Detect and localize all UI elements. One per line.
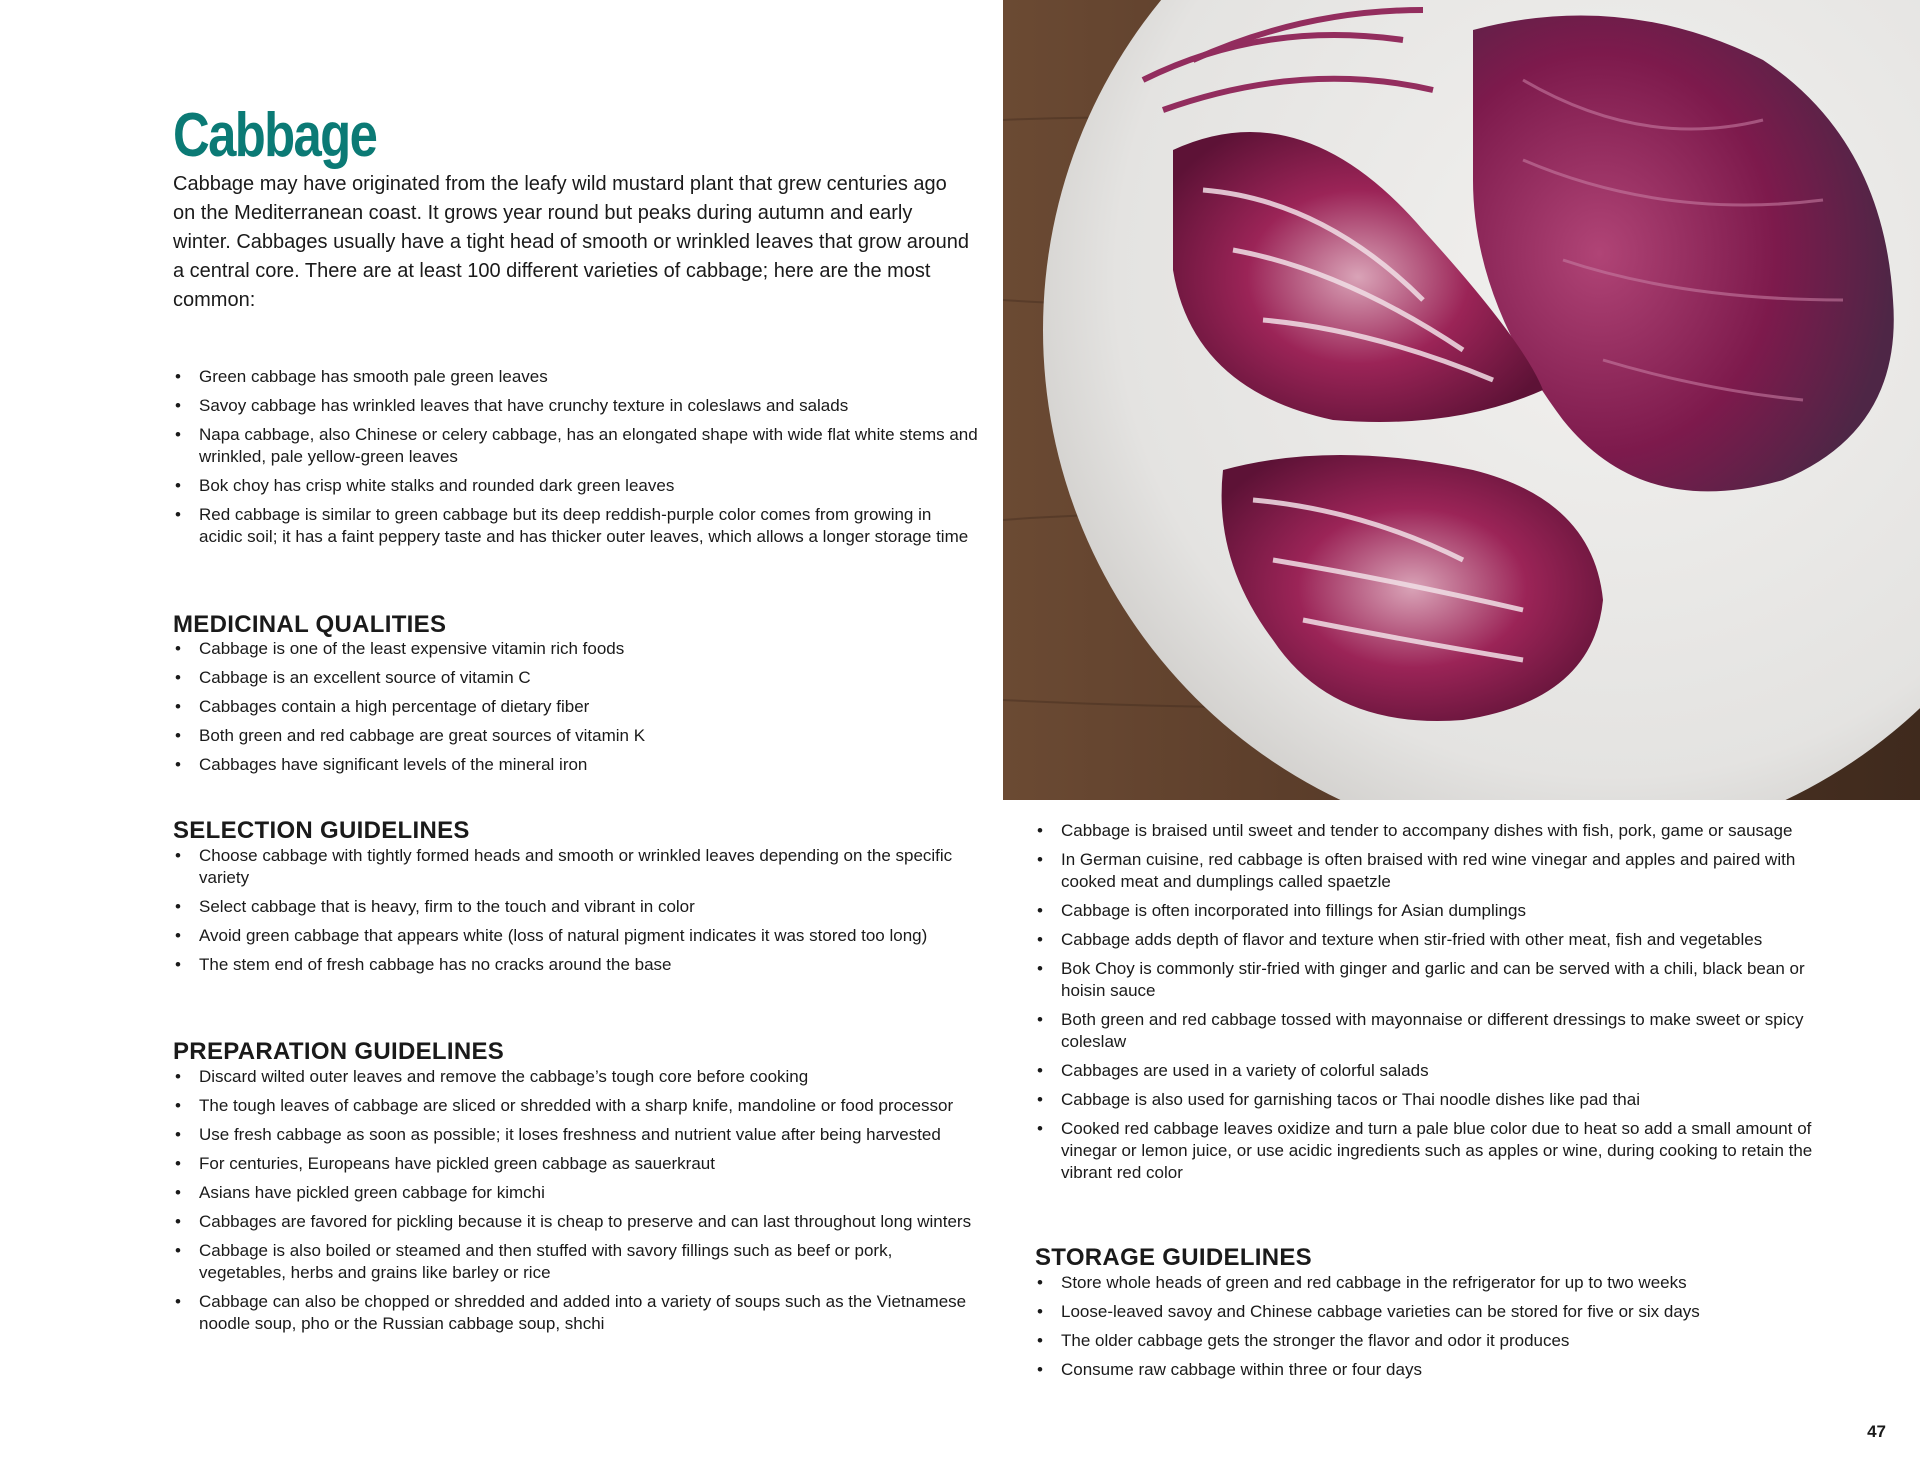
page-title: Cabbage — [173, 101, 377, 170]
varieties-list — [173, 366, 979, 555]
list-item: • Both green and red cabbage are great sources of vitamin K — [173, 725, 979, 747]
list-item: • Napa cabbage, also Chinese or celery cabbage, has an elongated shape with wide flat white stems and wrinkled, pale yellow-green leaves — [173, 424, 979, 468]
list-item: • Loose-leaved savoy and Chinese cabbage varieties can be stored for five or six days — [1035, 1301, 1835, 1323]
list-item: • Cabbages contain a high percentage of dietary fiber — [173, 696, 979, 718]
preparation-heading: PREPARATION GUIDELINES — [173, 1038, 505, 1065]
list-item: • Cabbages have significant levels of the mineral iron — [173, 754, 979, 776]
list-item: • Cooked red cabbage leaves oxidize and turn a pale blue color due to heat so add a small amount of vinegar or lemon juice, or use acidic ingredients such as apples or wine, during cooking to retain the vibrant red color — [1035, 1118, 1835, 1184]
list-item: • Use fresh cabbage as soon as possible; it loses freshness and nutrient value after being harvested — [173, 1124, 979, 1146]
list-item: • Choose cabbage with tightly formed heads and smooth or wrinkled leaves depending on the specific variety — [173, 845, 979, 889]
list-item: • Both green and red cabbage tossed with mayonnaise or different dressings to make sweet or spicy coleslaw — [1035, 1009, 1835, 1053]
preparation-list — [173, 1066, 979, 1342]
list-item: • Cabbages are used in a variety of colorful salads — [1035, 1060, 1835, 1082]
list-item: • Red cabbage is similar to green cabbage but its deep reddish-purple color comes from growing in acidic soil; it has a faint peppery taste and has thicker outer leaves, which allows a longer storage time — [173, 504, 979, 548]
medicinal-list — [173, 638, 979, 783]
list-item: • For centuries, Europeans have pickled green cabbage as sauerkraut — [173, 1153, 979, 1175]
intro-paragraph: Cabbage may have originated from the leafy wild mustard plant that grew centuries ago on the Mediterranean coast. It grows year round but peaks during autumn and early winter. Cabbages usually have a tight head of smooth or wrinkled leaves that grow around a central core. There are at least 100 different varieties of cabbage; here are the most common: — [173, 173, 970, 311]
list-item: • Cabbage is braised until sweet and tender to accompany dishes with fish, pork, game or sausage — [1035, 820, 1835, 842]
list-item: • Cabbages are favored for pickling because it is cheap to preserve and can last throughout long winters — [173, 1211, 979, 1233]
list-item: • The older cabbage gets the stronger the flavor and odor it produces — [1035, 1330, 1835, 1352]
list-item: • Cabbage is also used for garnishing tacos or Thai noodle dishes like pad thai — [1035, 1089, 1835, 1111]
list-item: • Avoid green cabbage that appears white (loss of natural pigment indicates it was stored too long) — [173, 925, 979, 947]
page-number: 47 — [1867, 1422, 1886, 1441]
list-item: • Cabbage can also be chopped or shredded and added into a variety of soups such as the Vietnamese noodle soup, pho or the Russian cabbage soup, shchi — [173, 1291, 979, 1335]
list-item: • Consume raw cabbage within three or four days — [1035, 1359, 1835, 1381]
list-item: • Bok Choy is commonly stir-fried with ginger and garlic and can be served with a chili, black bean or hoisin sauce — [1035, 958, 1835, 1002]
list-item: • The stem end of fresh cabbage has no cracks around the base — [173, 954, 979, 976]
list-item: • The tough leaves of cabbage are sliced or shredded with a sharp knife, mandoline or food processor — [173, 1095, 979, 1117]
list-item: • Green cabbage has smooth pale green leaves — [173, 366, 979, 388]
list-item: • Store whole heads of green and red cabbage in the refrigerator for up to two weeks — [1035, 1272, 1835, 1294]
list-item: • In German cuisine, red cabbage is often braised with red wine vinegar and apples and paired with cooked meat and dumplings called spaetzle — [1035, 849, 1835, 893]
list-item: • Asians have pickled green cabbage for kimchi — [173, 1182, 979, 1204]
storage-heading: STORAGE GUIDELINES — [1035, 1244, 1312, 1271]
list-item: • Cabbage adds depth of flavor and texture when stir-fried with other meat, fish and vegetables — [1035, 929, 1835, 951]
uses-list — [1035, 820, 1835, 1191]
list-item: • Cabbage is one of the least expensive vitamin rich foods — [173, 638, 979, 660]
list-item: • Discard wilted outer leaves and remove the cabbage’s tough core before cooking — [173, 1066, 979, 1088]
medicinal-heading: MEDICINAL QUALITIES — [173, 611, 447, 638]
list-item: • Savoy cabbage has wrinkled leaves that have crunchy texture in coleslaws and salads — [173, 395, 979, 417]
list-item: • Cabbage is often incorporated into fillings for Asian dumplings — [1035, 900, 1835, 922]
selection-list — [173, 845, 979, 983]
list-item: • Cabbage is also boiled or steamed and then stuffed with savory fillings such as beef or pork, vegetables, herbs and grains like barley or rice — [173, 1240, 979, 1284]
red-cabbage-photo — [1003, 0, 1920, 800]
selection-heading: SELECTION GUIDELINES — [173, 817, 470, 844]
storage-list — [1035, 1272, 1835, 1388]
list-item: • Bok choy has crisp white stalks and rounded dark green leaves — [173, 475, 979, 497]
list-item: • Cabbage is an excellent source of vitamin C — [173, 667, 979, 689]
list-item: • Select cabbage that is heavy, firm to the touch and vibrant in color — [173, 896, 979, 918]
